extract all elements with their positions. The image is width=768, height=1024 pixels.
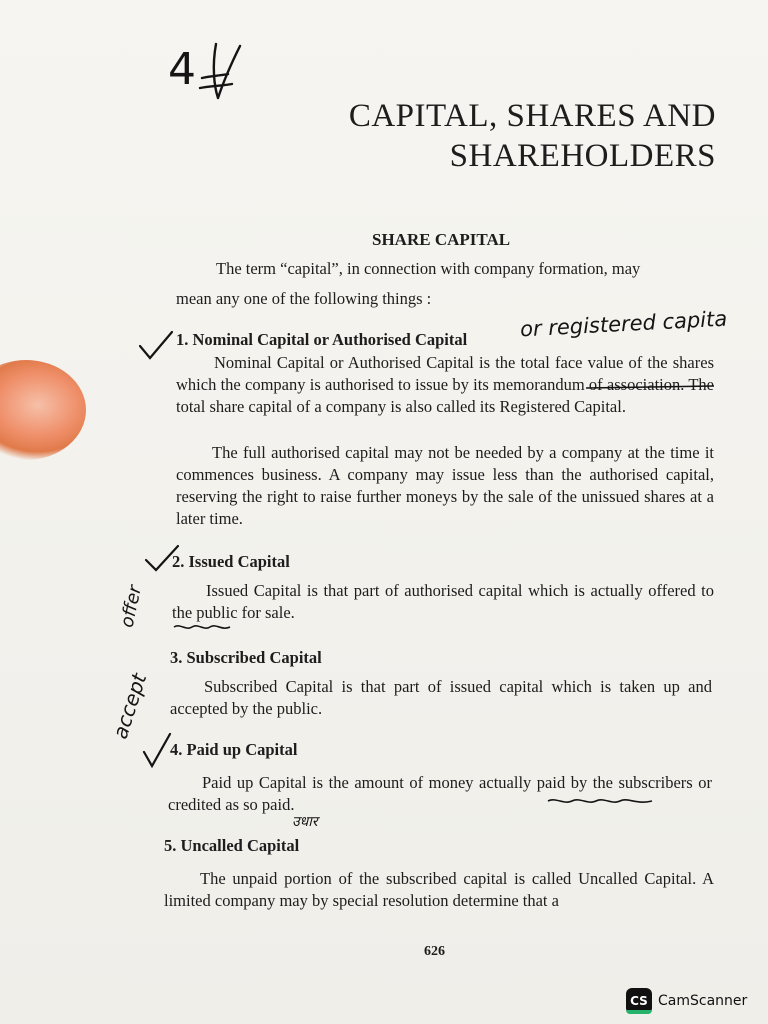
camscanner-logo-icon: CS [626,988,652,1014]
handwritten-check-icon [196,36,248,106]
paragraph-nominal-1: Nominal Capital or Authorised Capital is the total face value of the shares which the company is authorised to issue by its memorandum of association. The total share capital of a company is also called its Registered Capital. [176,353,714,416]
paragraph-issued: Issued Capital is that part of authorised capital which is actually offered to the public for sale. [172,581,714,622]
handwritten-note-credit: उधार [292,814,318,830]
check-mark-icon [140,730,174,770]
paragraph-nominal-2: The full authorised capital may not be needed by a company at the time it commences business. A company may issue less than the authorised capital, reserving the right to raise further moneys by the sale of the unissued shares at a later time. [176,443,714,528]
paragraph-paid-up: Paid up Capital is the amount of money actually paid by the subscribers or credited as so paid. [168,773,712,814]
underline-marks [582,382,718,432]
camscanner-watermark [626,986,747,1016]
intro-line-1: The term “capital”, in connection with company formation, may [216,259,641,278]
page-number: 626 [424,944,445,959]
heading-subscribed-capital: 3. Subscribed Capital [170,648,322,667]
heading-uncalled-capital: 5. Uncalled Capital [164,836,300,855]
handwritten-note-registered: or registered capita [519,306,728,342]
watermark-text: CamScanner [658,993,748,1009]
finger-thumb [0,360,86,460]
paragraph-uncalled: The unpaid portion of the subscribed capital is called Uncalled Capital. A limited company may by special resolution determine that a [164,869,714,910]
handwritten-note-accept: accept [107,670,152,742]
chapter-title-line-1: CAPITAL, SHARES AND [348,98,716,134]
check-mark-icon [136,328,176,364]
intro-line-2: mean any one of the following things : [176,289,432,308]
wavy-underline [172,620,232,634]
chapter-number: 4 [168,44,196,95]
chapter-title-line-2: SHAREHOLDERS [449,138,716,174]
heading-paid-up-capital: 4. Paid up Capital [170,740,298,759]
handwritten-note-offer: offer [116,583,146,630]
heading-nominal-capital: 1. Nominal Capital or Authorised Capital [176,330,468,349]
paragraph-subscribed: Subscribed Capital is that part of issued capital which is taken up and accepted by the public. [170,677,712,718]
heading-issued-capital: 2. Issued Capital [172,552,290,571]
wavy-underline [546,794,656,808]
section-heading: SHARE CAPITAL [372,230,511,249]
